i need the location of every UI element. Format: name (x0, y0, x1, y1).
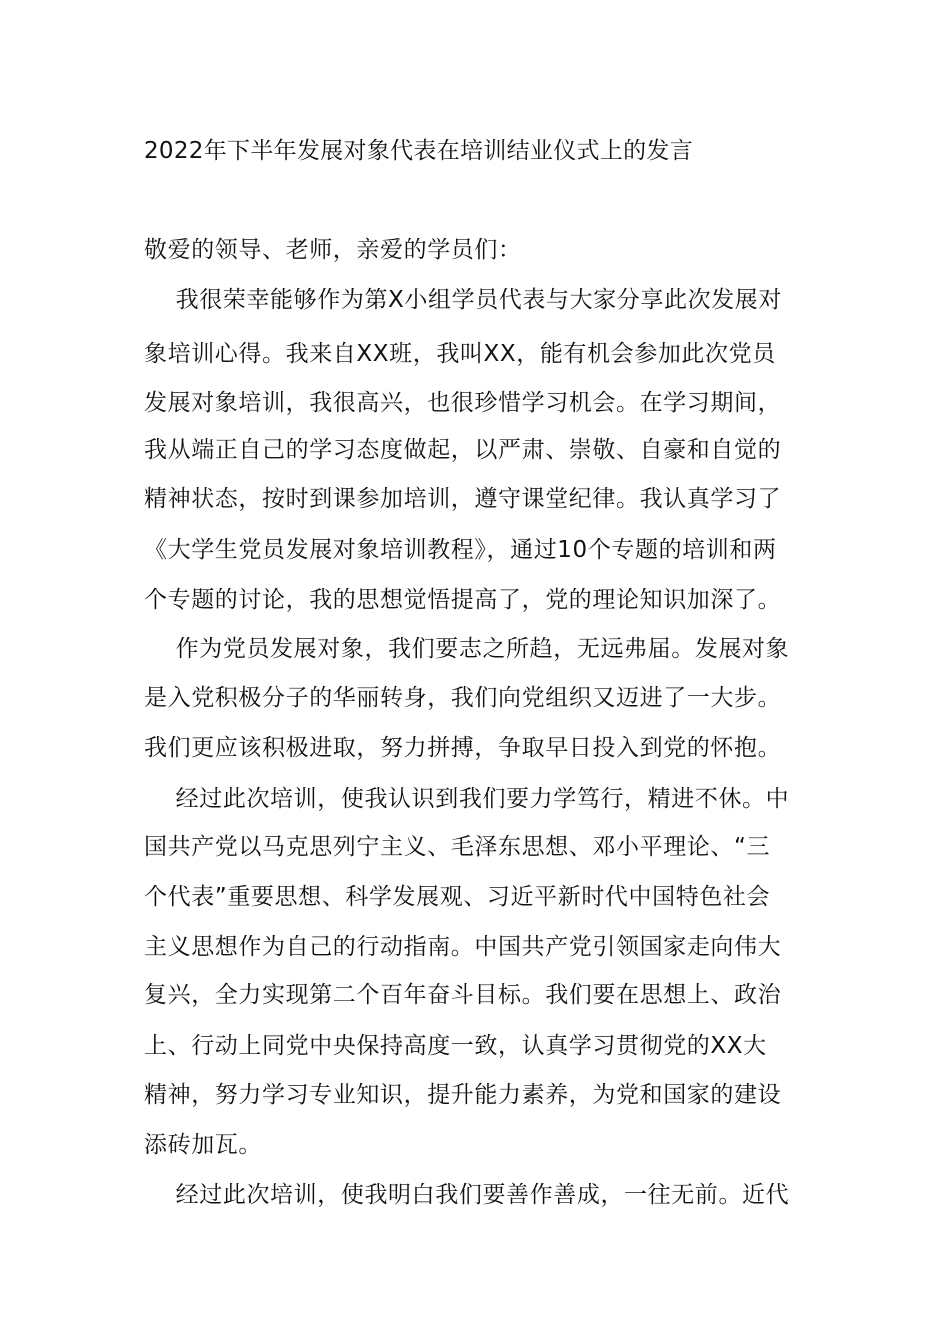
body-line: 《大学生党员发展对象培训教程》，通过10个专题的培训和两 (144, 537, 777, 563)
body-line: 我很荣幸能够作为第X小组学员代表与大家分享此次发展对 (144, 287, 783, 313)
body-line: 我从端正自己的学习态度做起，以严肃、崇敬、自豪和自觉的 (144, 437, 782, 463)
body-line: 主义思想作为自己的行动指南。中国共产党引领国家走向伟大 (144, 934, 782, 960)
document-title: 2022年下半年发展对象代表在培训结业仪式上的发言 (144, 138, 694, 164)
body-line: 复兴，全力实现第二个百年奋斗目标。我们要在思想上、政治 (144, 982, 782, 1008)
body-line: 国共产党以马克思列宁主义、毛泽东思想、邓小平理论、“三 (144, 834, 771, 860)
body-line: 精神状态，按时到课参加培训，遵守课堂纪律。我认真学习了 (144, 486, 782, 512)
body-line: 发展对象培训，我很高兴，也很珍惜学习机会。在学习期间， (144, 390, 782, 416)
body-line: 象培训心得。我来自XX班，我叫XX，能有机会参加此次党员 (144, 341, 776, 367)
body-line: 上、行动上同党中央保持高度一致，认真学习贯彻党的XX大 (144, 1033, 767, 1059)
body-line: 个专题的讨论，我的思想觉悟提高了，党的理论知识加深了。 (144, 587, 782, 613)
body-line: 精神，努力学习专业知识，提升能力素养，为党和国家的建设 (144, 1082, 782, 1108)
body-line: 添砖加瓦。 (144, 1132, 262, 1158)
body-line: 作为党员发展对象，我们要志之所趋，无远弗届。发展对象 (144, 636, 790, 662)
body-line: 是入党积极分子的华丽转身，我们向党组织又迈进了一大步。 (144, 685, 782, 711)
body-line: 经过此次培训，使我明白我们要善作善成，一往无前。近代 (144, 1182, 790, 1208)
salutation-line: 敬爱的领导、老师，亲爱的学员们： (144, 237, 522, 263)
body-line: 我们更应该积极进取，努力拼搏，争取早日投入到党的怀抱。 (144, 735, 782, 761)
body-line: 个代表”重要思想、科学发展观、习近平新时代中国特色社会 (144, 884, 771, 910)
body-line: 经过此次培训，使我认识到我们要力学笃行，精进不休。中 (144, 786, 790, 812)
